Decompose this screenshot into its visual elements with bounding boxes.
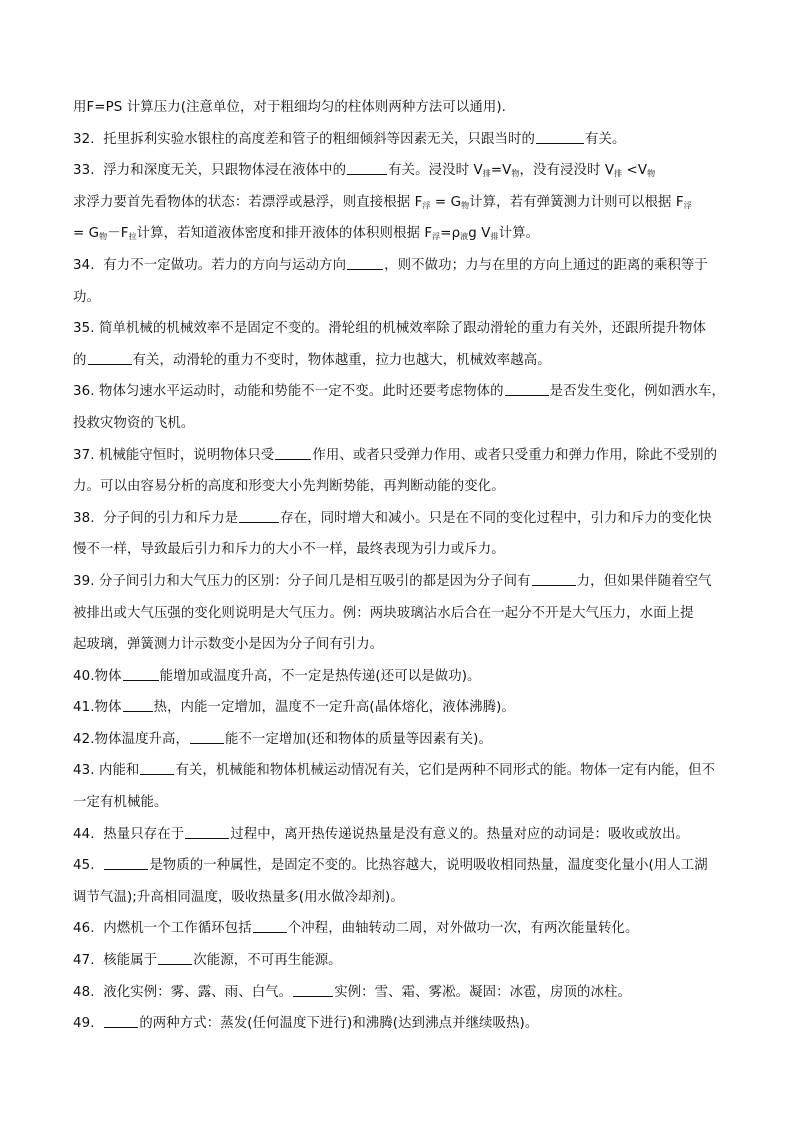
item-48 bbox=[73, 977, 723, 1009]
text: 46. 内燃机一个工作循环包括 bbox=[73, 921, 252, 937]
document-body bbox=[73, 92, 726, 1040]
fill-blank bbox=[239, 509, 279, 523]
fill-blank bbox=[532, 572, 576, 586]
text: 投救灾物资的飞机。 bbox=[73, 415, 195, 431]
fill-blank bbox=[185, 825, 229, 839]
fill-blank bbox=[275, 446, 311, 460]
text: 44. 热量只存在于 bbox=[73, 826, 185, 842]
text-line bbox=[73, 218, 723, 250]
text: 功。 bbox=[73, 289, 100, 305]
text: 的 bbox=[73, 352, 87, 368]
fill-blank bbox=[347, 256, 383, 270]
text: 实例：雪、霜、雾凇。凝固：冰雹，房顶的冰柱。 bbox=[334, 984, 631, 1000]
text: 用F=PS 计算压力(注意单位，对于粗细均匀的柱体则两种方法可以通用). bbox=[73, 100, 506, 115]
text: 42.物体温度升高， bbox=[73, 731, 190, 747]
text: 有关。浸没时 V bbox=[388, 163, 483, 179]
item-38 bbox=[73, 503, 723, 535]
text: 次能源，不可再生能源。 bbox=[193, 953, 342, 969]
text: 有关。 bbox=[585, 131, 626, 147]
fill-blank bbox=[104, 1014, 138, 1028]
text: 32. 托里拆利实验水银柱的高度差和管子的粗细倾斜等因素无关，只跟当时的 bbox=[73, 131, 536, 147]
text: 个冲程，曲轴转动二周，对外做功一次，有两次能量转化。 bbox=[287, 921, 639, 937]
text: 力，但如果伴随着空气 bbox=[576, 573, 712, 589]
text: 41.物体 bbox=[73, 700, 122, 716]
text: 有关，动滑轮的重力不变时，物体越重，拉力也越大，机械效率越高。 bbox=[132, 352, 551, 368]
text: g V bbox=[468, 226, 491, 242]
fill-blank bbox=[104, 856, 148, 870]
item-45 bbox=[73, 850, 723, 882]
subscript: 浮 bbox=[432, 232, 441, 242]
text: 热，内能一定增加，温度不一定升高(晶体熔化，液体沸腾)。 bbox=[153, 700, 515, 716]
subscript: 排 bbox=[490, 232, 499, 242]
item-43 bbox=[73, 755, 723, 787]
item-42 bbox=[73, 724, 723, 756]
text: 45. bbox=[73, 858, 104, 874]
text: 求浮力要首先看物体的状态：若漂浮或悬浮，则直接根据 F bbox=[73, 194, 423, 210]
fill-blank bbox=[505, 382, 549, 396]
text: 35. 简单机械的机械效率不是固定不变的。滑轮组的机械效率除了跟动滑轮的重力有关外，还跟所提升物体 bbox=[73, 321, 707, 337]
text: 调节气温);升高相同温度，吸收热量多(用水做冷却剂)。 bbox=[73, 889, 404, 905]
fill-blank bbox=[347, 161, 387, 175]
text: 37. 机械能守恒时，说明物体只受 bbox=[73, 447, 275, 463]
text-line bbox=[73, 187, 723, 219]
fill-blank bbox=[190, 730, 224, 744]
text: 36. 物体匀速水平运动时，动能和势能不一定不变。此时还要考虑物体的 bbox=[73, 384, 504, 400]
text: 47. 核能属于 bbox=[73, 953, 158, 969]
subscript: 拉 bbox=[128, 232, 137, 242]
item-36 bbox=[73, 376, 726, 408]
text: 一定有机械能。 bbox=[73, 795, 168, 811]
fill-blank bbox=[123, 698, 153, 712]
text: 计算，若有弹簧测力计则可以根据 F bbox=[469, 194, 684, 210]
text: 能不一定增加(还和物体的质量等因素有关)。 bbox=[225, 731, 492, 747]
text: 34. 有力不一定做功。若力的方向与运动方向 bbox=[73, 257, 347, 273]
text: = G bbox=[73, 226, 100, 242]
text: 作用、或者只受弹力作用、或者只受重力和弹力作用，除此不受别的 bbox=[312, 447, 718, 463]
item-40 bbox=[73, 661, 723, 693]
fill-blank bbox=[536, 130, 584, 144]
text: 38. 分子间的引力和斥力是 bbox=[73, 510, 239, 526]
fill-blank bbox=[253, 919, 287, 933]
item-47 bbox=[73, 945, 723, 977]
fill-blank bbox=[140, 761, 174, 775]
subscript: 物 bbox=[511, 169, 520, 179]
subscript: 浮 bbox=[683, 200, 692, 210]
text: 力。可以由容易分析的高度和形变大小先判断势能，再判断动能的变化。 bbox=[73, 479, 505, 495]
fill-blank bbox=[88, 351, 132, 365]
text: =V bbox=[490, 163, 512, 179]
item-35 bbox=[73, 313, 723, 345]
text-line bbox=[73, 787, 723, 819]
text-line bbox=[73, 282, 723, 314]
text: 40.物体 bbox=[73, 668, 122, 684]
text: 是物质的一种属性，是固定不变的。比热容越大，说明吸收相同热量，温度变化量小(用人工湖 bbox=[149, 858, 708, 874]
subscript: 浮 bbox=[422, 200, 431, 210]
text-line bbox=[73, 882, 723, 914]
text-line bbox=[73, 408, 723, 440]
text: = G bbox=[430, 194, 462, 210]
text: 39. 分子间引力和大气压力的区别：分子间几是相互吸引的都是因为分子间有 bbox=[73, 573, 531, 589]
fill-blank bbox=[158, 951, 192, 965]
fill-blank bbox=[123, 667, 159, 681]
text: 计算，若知道液体密度和排开液体的体积则根据 F bbox=[136, 226, 433, 242]
text: 有关，机械能和物体机械运动情况有关，它们是两种不同形式的能。物体一定有内能，但不 bbox=[175, 763, 716, 779]
text: 49. bbox=[73, 1016, 104, 1032]
text-line bbox=[73, 471, 723, 503]
item-49 bbox=[73, 1008, 723, 1040]
text-line bbox=[73, 629, 723, 661]
item-44 bbox=[73, 819, 723, 851]
text: =ρ bbox=[440, 226, 461, 242]
text: 33. 浮力和深度无关，只跟物体浸在液体中的 bbox=[73, 163, 347, 179]
item-39 bbox=[73, 566, 723, 598]
text: 是否发生变化，例如洒水车， bbox=[549, 384, 726, 400]
text: 计算。 bbox=[498, 226, 540, 242]
subscript: 物 bbox=[461, 200, 470, 210]
item-32 bbox=[73, 124, 723, 156]
text-line bbox=[73, 598, 723, 630]
item-37 bbox=[73, 440, 723, 472]
text: 被排出或大气压强的变化则说明是大气压力。例：两块玻璃沾水后合在一起分不开是大气压力，水面上提 bbox=[73, 605, 694, 621]
subscript: 排 bbox=[614, 169, 623, 179]
subscript: 排 bbox=[482, 169, 491, 179]
text: 能增加或温度升高，不一定是热传递(还可以是做功)。 bbox=[159, 668, 481, 684]
item-33 bbox=[73, 155, 723, 187]
text-line bbox=[73, 92, 723, 124]
item-41 bbox=[73, 692, 723, 724]
subscript: 物 bbox=[647, 169, 656, 179]
text-line bbox=[73, 345, 723, 377]
text: 起玻璃，弹簧测力计示数变小是因为分子间有引力。 bbox=[73, 637, 384, 653]
text: ，则不做功；力与在里的方向上通过的距离的乘积等于 bbox=[384, 257, 708, 273]
text: 43. 内能和 bbox=[73, 763, 140, 779]
item-34 bbox=[73, 250, 723, 282]
subscript: 物 bbox=[99, 232, 108, 242]
text: ，没有浸没时 V bbox=[519, 163, 615, 179]
text: 存在，同时增大和减小。只是在不同的变化过程中，引力和斥力的变化快 bbox=[280, 510, 712, 526]
text: 的两种方式：蒸发(任何温度下进行)和沸腾(达到沸点并继续吸热)。 bbox=[139, 1016, 539, 1032]
fill-blank bbox=[293, 983, 333, 997]
item-46 bbox=[73, 913, 723, 945]
text: －F bbox=[107, 226, 129, 242]
text: <V bbox=[622, 163, 648, 179]
text: 慢不一样，导致最后引力和斥力的大小不一样，最终表现为引力或斥力。 bbox=[73, 542, 505, 558]
text-line bbox=[73, 534, 723, 566]
text: 48. 液化实例：雾、露、雨、白气。 bbox=[73, 984, 293, 1000]
subscript: 液 bbox=[460, 232, 469, 242]
text: 过程中，离开热传递说热量是没有意义的。热量对应的动词是：吸收或放出。 bbox=[230, 826, 689, 842]
